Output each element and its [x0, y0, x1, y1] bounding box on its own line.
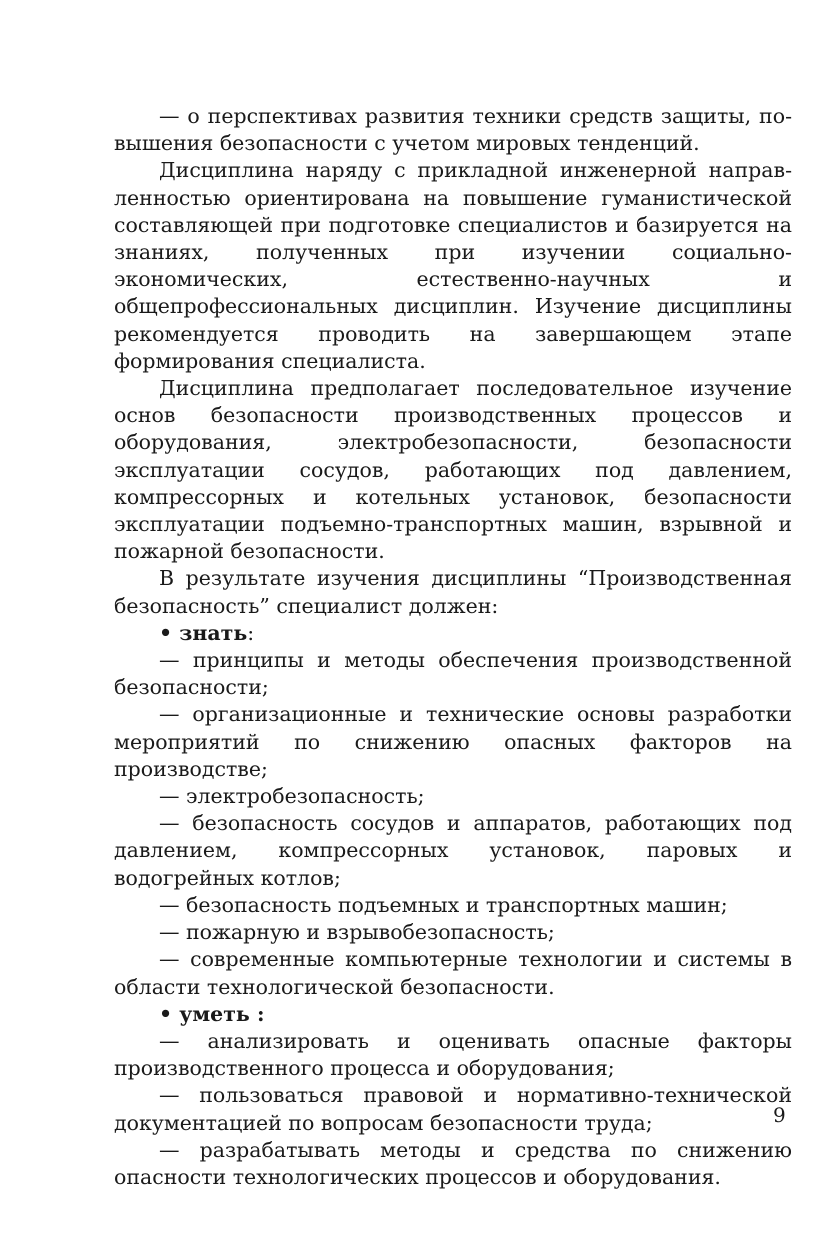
know-heading	[114, 620, 792, 647]
know-item: — безопасность сосудов и аппаратов, работающих под давлением, компрессорных установок, паровых и водогрейных котлов;	[114, 811, 792, 890]
can-item: — разрабатывать методы и средства по снижению опасности технологических процессов и оборудования.	[114, 1137, 792, 1189]
know-item: — пожарную и взрывобезопасность;	[159, 920, 555, 945]
paragraph-result-intro: В результате изучения дисциплины “Производственная безопасность” специалист должен:	[114, 566, 792, 618]
know-item: — безопасность подъемных и транспортных машин;	[159, 892, 728, 917]
paragraph-prospects: — о перспективах развития техники средств защиты, повышения безопасности с учетом мировых тенденций.	[114, 104, 792, 156]
page-number: 9	[773, 1103, 786, 1127]
can-heading: • уметь :	[159, 1001, 265, 1026]
know-item: — принципы и методы обеспечения производственной безопасности;	[114, 648, 792, 700]
paragraph-discipline-orientation: Дисциплина наряду с прикладной инженерной направленностью ориентирована на повышение гуманистической составляющей при подготовке специалистов и базируется на знаниях, полученных при изучении социально-экономических, естественно-научных и общепрофессиональных дисциплин. Изучение дисциплины рекомендуется проводить на завершающем этапе формирования специалиста.	[114, 158, 792, 373]
can-item: — анализировать и оценивать опасные факторы производственного процесса и оборудования;	[114, 1028, 792, 1081]
know-heading-text: • знать	[159, 620, 248, 645]
paragraph-discipline-content: Дисциплина предполагает последовательное изучение основ безопасности производственных процессов и оборудования, электробезопасности, безопасности эксплуатации сосудов, работающих под давлением, компрессорных и котельных установок, безопасности эксплуатации подъемно-транспортных машин, взрывной и пожарной безопасности.	[114, 376, 792, 564]
can-item: — пользоваться правовой и нормативно-технической документацией по вопросам безопасности труда;	[114, 1083, 792, 1135]
know-item: — электробезопасность;	[159, 784, 425, 809]
body-text	[114, 103, 792, 1191]
know-heading-colon: :	[247, 620, 255, 645]
know-item: — организационные и технические основы разработки мероприятий по снижению опасных факторов на производстве;	[114, 702, 792, 781]
know-item: — современные компьютерные технологии и системы в области технологической безопасности.	[114, 947, 792, 999]
